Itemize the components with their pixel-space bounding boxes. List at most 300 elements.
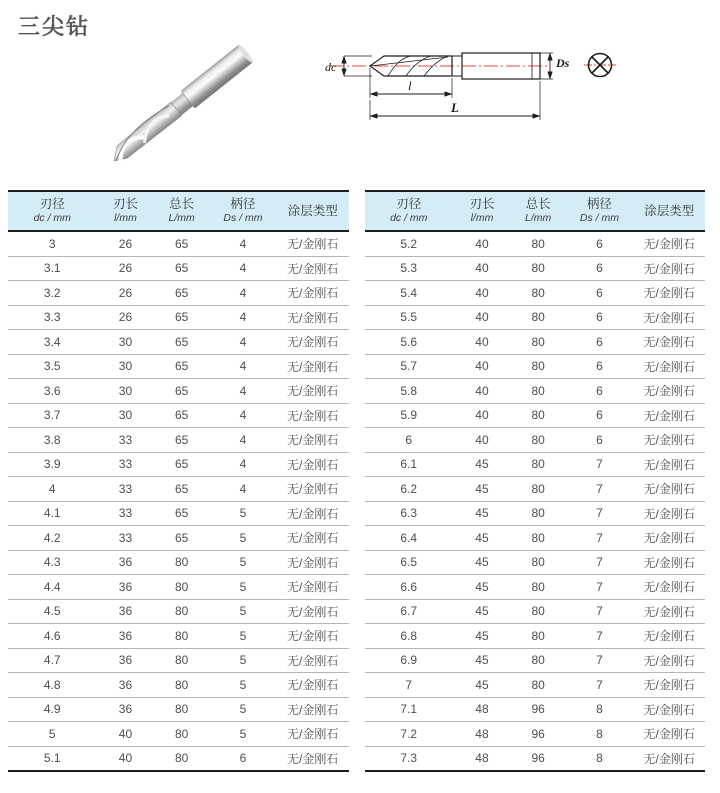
table-cell: 80 [531,408,545,423]
table-row [365,378,706,403]
table-cell: 26 [118,236,133,251]
table-cell: 80 [174,677,189,692]
table-cell: 无/金刚石 [287,237,339,252]
table-cell: 3.2 [43,285,61,300]
table-cell: 45 [475,481,489,496]
table-cell: 无/金刚石 [287,555,339,570]
table-cell: 7 [596,530,603,545]
table-cell: 4 [239,236,247,251]
table-cell: 无/金刚石 [643,653,695,668]
column-header-dc [365,197,454,225]
table-cell: 80 [174,653,189,668]
table-cell: 4.9 [43,702,61,717]
table-cell: 无/金刚石 [643,604,695,619]
column-header-dc [8,197,97,225]
column-header-L [154,197,208,225]
table-cell: 65 [174,457,189,472]
table-row [365,574,706,599]
table-cell: 40 [475,261,489,276]
table-cell: 80 [531,579,545,594]
table-cell: 48 [475,702,489,717]
table-cell: 4 [239,261,247,276]
table-cell: 65 [174,310,189,325]
table-cell: 4 [239,408,247,423]
table-cell: 7 [596,604,603,619]
table-cell: 45 [475,457,489,472]
table-cell: 6 [596,236,603,251]
table-cell: 40 [475,334,489,349]
table-cell: 36 [118,628,133,643]
table-cell: 无/金刚石 [287,482,339,497]
table-row [365,354,706,379]
table-cell: 3 [48,236,56,251]
table-cell: 33 [118,481,133,496]
table-cell: 7 [596,628,603,643]
table-cell: 65 [174,506,189,521]
table-cell: 40 [475,285,489,300]
table-cell: 36 [118,579,133,594]
table-row [8,574,349,599]
table-cell: 40 [475,432,489,447]
table-cell: 8 [596,726,603,741]
table-row [365,672,706,697]
table-row [365,501,706,526]
table-cell: 无/金刚石 [643,384,695,399]
table-cell: 45 [475,628,489,643]
table-cell: 40 [475,383,489,398]
table-row [8,501,349,526]
column-unit: dc / mm [390,212,428,225]
table-cell: 45 [475,579,489,594]
table-cell: 无/金刚石 [287,702,339,717]
table-cell: 5 [239,726,247,741]
table-cell: 4.6 [43,628,61,643]
table-cell: 80 [531,457,545,472]
table-row [8,354,349,379]
table-cell: 5 [239,579,247,594]
table-cell: 6 [405,432,413,447]
table-row [365,599,706,624]
table-cell: 45 [475,653,489,668]
table-row [8,427,349,452]
table-row [8,525,349,550]
table-cell: 无/金刚石 [287,629,339,644]
column-title: 总长 [169,197,195,212]
column-unit: l/mm [114,212,137,225]
table-cell: 33 [118,432,133,447]
table-cell: 48 [475,726,489,741]
table-cell: 7 [596,653,603,668]
table-cell: 4.4 [43,579,61,594]
table-row [365,403,706,428]
table-cell: 无/金刚石 [643,751,695,766]
table-cell: 80 [174,579,189,594]
table-cell: 65 [174,236,189,251]
table-cell: 96 [531,702,545,717]
table-cell: 80 [531,506,545,521]
table-cell: 80 [174,628,189,643]
table-cell: 5.5 [400,310,418,325]
table-cell: 无/金刚石 [287,261,339,276]
table-cell: 无/金刚石 [643,629,695,644]
table-cell: 无/金刚石 [643,482,695,497]
table-row [365,648,706,673]
table-cell: 无/金刚石 [287,359,339,374]
table-cell: 6.6 [400,579,418,594]
table-row [8,403,349,428]
table-row [8,378,349,403]
table-row [365,746,706,771]
table-cell: 6.4 [400,530,418,545]
table-cell: 6 [596,334,603,349]
table-cell: 8 [596,751,603,766]
table-cell: 26 [118,310,133,325]
drill-bit-photo [90,22,310,184]
table-cell: 80 [531,310,545,325]
table-cell: 5 [48,726,56,741]
dim-label-L: L [451,100,459,115]
table-cell: 4.7 [43,653,61,668]
column-title: 柄径 [230,197,256,212]
table-row [8,256,349,281]
table-cell: 80 [531,604,545,619]
column-header-Ds [565,197,633,225]
table-cell: 5.4 [400,285,418,300]
table-cell: 80 [531,236,545,251]
spec-table-right [365,190,706,772]
table-cell: 4 [239,432,247,447]
table-cell: 80 [174,702,189,717]
table-cell: 36 [118,555,133,570]
column-header-L [511,197,565,225]
table-cell: 4.5 [43,604,61,619]
table-row [365,550,706,575]
end-view-symbol [584,54,616,77]
table-row [365,476,706,501]
dimension-diagram [322,26,632,148]
table-cell: 3.1 [43,261,61,276]
table-cell: 80 [531,261,545,276]
table-cell: 45 [475,506,489,521]
table-cell: 无/金刚石 [643,555,695,570]
table-row [8,305,349,330]
table-cell: 26 [118,285,133,300]
table-cell: 6 [596,310,603,325]
table-cell: 6 [596,432,603,447]
table-cell: 6 [596,408,603,423]
table-cell: 5 [239,604,247,619]
table-cell: 4.8 [43,677,61,692]
table-cell: 5 [239,677,247,692]
table-cell: 7.3 [400,751,418,766]
table-cell: 4.3 [43,555,61,570]
column-title: 刃长 [112,197,138,212]
table-cell: 65 [174,481,189,496]
table-cell: 8 [596,702,603,717]
table-row [8,550,349,575]
column-title: 涂层类型 [644,203,695,218]
table-cell: 4 [239,383,247,398]
dim-label-dc: dc [325,60,337,74]
table-cell: 30 [118,359,133,374]
table-cell: 7.2 [400,726,418,741]
table-cell: 26 [118,261,133,276]
table-row [8,648,349,673]
table-cell: 36 [118,677,133,692]
table-cell: 6.9 [400,653,418,668]
table-row [8,329,349,354]
table-cell: 45 [475,555,489,570]
table-cell: 7.1 [400,702,418,717]
table-cell: 4.2 [43,530,61,545]
table-cell: 80 [531,334,545,349]
table-cell: 65 [174,359,189,374]
table-cell: 6.5 [400,555,418,570]
table-cell: 无/金刚石 [287,727,339,742]
column-unit: L/mm [525,212,552,225]
table-cell: 5.1 [43,751,61,766]
table-cell: 5.6 [400,334,418,349]
table-cell: 65 [174,334,189,349]
table-row [365,232,706,256]
dim-label-Ds: Ds [556,56,570,70]
table-row [365,280,706,305]
table-cell: 30 [118,408,133,423]
table-cell: 5 [239,653,247,668]
column-unit: l/mm [470,212,494,225]
table-cell: 无/金刚石 [643,702,695,717]
table-row [8,697,349,722]
table-cell: 5.8 [400,383,418,398]
table-cell: 7 [596,555,603,570]
table-cell: 65 [174,383,189,398]
table-cell: 40 [475,408,489,423]
table-cell: 80 [174,604,189,619]
table-cell: 65 [174,432,189,447]
table-cell: 无/金刚石 [643,261,695,276]
table-row [8,599,349,624]
column-title: 刃长 [469,197,495,212]
column-title: 涂层类型 [287,203,338,218]
table-cell: 4 [239,310,247,325]
table-cell: 7 [596,506,603,521]
table-cell: 无/金刚石 [287,310,339,325]
table-cell: 无/金刚石 [287,751,339,766]
table-row [365,452,706,477]
table-cell: 6.2 [400,481,418,496]
table-cell: 40 [475,310,489,325]
table-cell: 无/金刚石 [287,433,339,448]
page-header [0,0,720,190]
table-cell: 4.1 [43,506,61,521]
table-cell: 4 [239,334,247,349]
table-cell: 无/金刚石 [643,408,695,423]
table-cell: 无/金刚石 [643,531,695,546]
table-cell: 48 [475,751,489,766]
table-cell: 无/金刚石 [287,604,339,619]
table-cell: 80 [531,530,545,545]
table-cell: 5.7 [400,359,418,374]
column-unit: Ds / mm [579,212,619,225]
table-cell: 7 [405,677,413,692]
table-cell: 80 [531,383,545,398]
table-row [8,280,349,305]
table-cell: 80 [531,677,545,692]
table-cell: 4 [239,285,247,300]
table-cell: 80 [531,359,545,374]
column-header-Ds [209,197,277,225]
table-body [8,232,349,772]
table-cell: 5 [239,530,247,545]
table-cell: 无/金刚石 [287,653,339,668]
table-cell: 80 [174,751,189,766]
table-row [365,721,706,746]
column-unit: Ds / mm [223,212,263,225]
column-header-l [97,197,155,225]
table-cell: 无/金刚石 [287,457,339,472]
table-cell: 3.5 [43,359,61,374]
table-row [8,672,349,697]
table-cell: 无/金刚石 [643,580,695,595]
table-cell: 36 [118,702,133,717]
table-cell: 6 [596,383,603,398]
table-cell: 6.3 [400,506,418,521]
table-cell: 3.3 [43,310,61,325]
table-row [365,329,706,354]
table-cell: 7 [596,481,603,496]
table-cell: 4 [239,481,247,496]
table-cell: 45 [475,677,489,692]
column-unit: L/mm [168,212,195,225]
table-cell: 36 [118,604,133,619]
table-cell: 无/金刚石 [287,384,339,399]
table-cell: 5 [239,506,247,521]
table-cell: 80 [531,481,545,496]
table-row [365,623,706,648]
table-cell: 4 [239,359,247,374]
column-header-coating [633,204,705,219]
table-row [8,232,349,256]
column-title: 刃径 [39,197,65,212]
table-header [8,190,349,232]
table-cell: 无/金刚石 [643,506,695,521]
table-cell: 96 [531,751,545,766]
table-row [8,476,349,501]
table-cell: 80 [531,285,545,300]
table-cell: 无/金刚石 [643,678,695,693]
table-cell: 无/金刚石 [287,408,339,423]
table-cell: 30 [118,383,133,398]
table-cell: 无/金刚石 [643,359,695,374]
table-cell: 无/金刚石 [643,457,695,472]
table-cell: 80 [531,555,545,570]
table-cell: 65 [174,408,189,423]
table-row [365,256,706,281]
table-row [365,427,706,452]
column-unit: dc / mm [33,212,71,225]
column-title: 柄径 [586,197,612,212]
table-cell: 65 [174,530,189,545]
table-cell: 6 [596,261,603,276]
table-cell: 40 [118,726,133,741]
table-cell: 45 [475,530,489,545]
spec-table-left [8,190,349,772]
table-cell: 5.3 [400,261,418,276]
table-cell: 7 [596,579,603,594]
table-cell: 6 [596,359,603,374]
table-cell: 无/金刚石 [643,237,695,252]
column-header-l [453,197,511,225]
table-cell: 5 [239,702,247,717]
column-title: 刃径 [396,197,422,212]
table-row [365,697,706,722]
table-cell: 80 [174,555,189,570]
table-cell: 36 [118,653,133,668]
table-row [8,623,349,648]
table-cell: 80 [174,726,189,741]
table-cell: 3.7 [43,408,61,423]
table-cell: 无/金刚石 [643,433,695,448]
table-cell: 33 [118,457,133,472]
table-cell: 4 [48,481,56,496]
column-title: 总长 [525,197,551,212]
table-row [365,525,706,550]
table-cell: 无/金刚石 [643,310,695,325]
table-cell: 96 [531,726,545,741]
dim-label-l: l [408,78,412,93]
table-cell: 5 [239,555,247,570]
table-cell: 80 [531,432,545,447]
table-cell: 3.6 [43,383,61,398]
table-cell: 33 [118,506,133,521]
table-cell: 40 [475,236,489,251]
table-row [8,721,349,746]
table-cell: 无/金刚石 [643,335,695,350]
table-cell: 80 [531,628,545,643]
table-cell: 无/金刚石 [643,286,695,301]
table-row [8,452,349,477]
table-header [365,190,706,232]
table-cell: 5.2 [400,236,418,251]
table-row [8,746,349,771]
table-cell: 45 [475,604,489,619]
table-row [365,305,706,330]
table-cell: 无/金刚石 [643,727,695,742]
table-cell: 无/金刚石 [287,580,339,595]
table-cell: 80 [531,653,545,668]
column-header-coating [277,204,349,219]
table-cell: 6.1 [400,457,418,472]
table-cell: 3.9 [43,457,61,472]
table-cell: 33 [118,530,133,545]
table-cell: 6.8 [400,628,418,643]
table-cell: 40 [118,751,133,766]
table-cell: 3.8 [43,432,61,447]
table-cell: 5 [239,628,247,643]
table-cell: 6 [596,285,603,300]
table-cell: 无/金刚石 [287,506,339,521]
table-cell: 无/金刚石 [287,286,339,301]
table-cell: 65 [174,285,189,300]
table-cell: 6.7 [400,604,418,619]
table-cell: 6 [239,751,247,766]
page-title: 三尖钻 [18,14,91,39]
table-cell: 5.9 [400,408,418,423]
table-cell: 40 [475,359,489,374]
table-cell: 4 [239,457,247,472]
table-cell: 无/金刚石 [287,531,339,546]
table-cell: 7 [596,457,603,472]
